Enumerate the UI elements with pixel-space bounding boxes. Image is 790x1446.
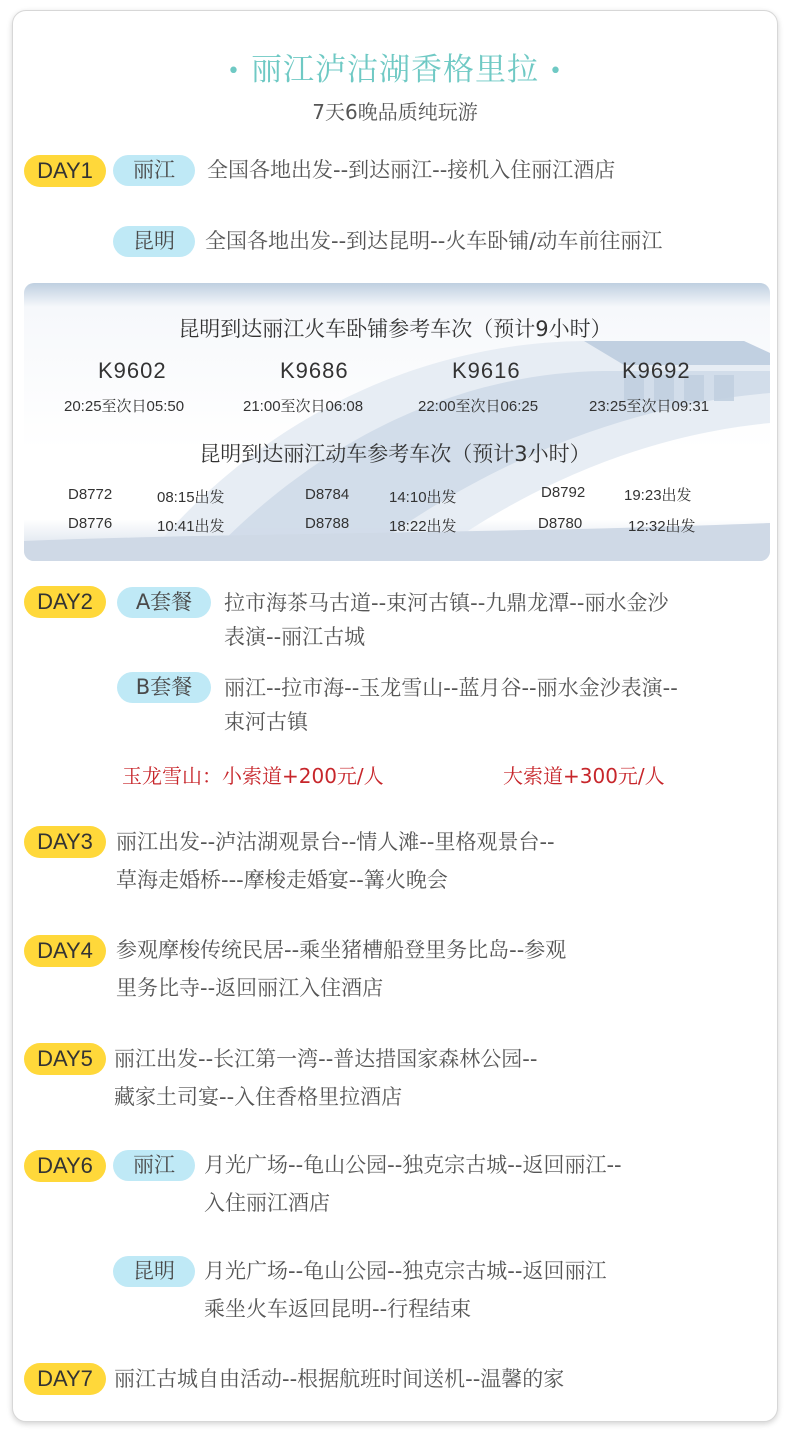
day5-line2: 藏家土司宴--入住香格里拉酒店 bbox=[114, 1085, 403, 1109]
sleeper-no-1: K9602 bbox=[98, 358, 167, 383]
day2-a-tag: A套餐 bbox=[117, 587, 211, 618]
day6-kunming-line2: 乘坐火车返回昆明--行程结束 bbox=[204, 1297, 472, 1321]
title-dot-left: • bbox=[227, 59, 241, 84]
sleeper-time-2: 21:00至次日06:08 bbox=[243, 398, 364, 415]
title-text: 丽江泸沽湖香格里拉 bbox=[251, 52, 539, 88]
day2-a-line1: 拉市海茶马古道--束河古镇--九鼎龙潭--丽水金沙 bbox=[224, 591, 669, 615]
day7-route: 丽江古城自由活动--根据航班时间送机--温馨的家 bbox=[114, 1367, 565, 1391]
sleeper-title: 昆明到达丽江火车卧铺参考车次（预计9小时） bbox=[178, 317, 612, 341]
day6-lijiang-line2: 入住丽江酒店 bbox=[204, 1191, 330, 1215]
emu-code-4: D8776 bbox=[68, 515, 113, 532]
emu-code-3: D8792 bbox=[541, 484, 586, 501]
day2-b-line2: 束河古镇 bbox=[224, 710, 308, 734]
emu-time-5: 18:22出发 bbox=[389, 518, 457, 535]
day5-line1: 丽江出发--长江第一湾--普达措国家森林公园-- bbox=[114, 1047, 538, 1071]
sleeper-no-3: K9616 bbox=[452, 358, 521, 383]
day3-line1: 丽江出发--泸沽湖观景台--情人滩--里格观景台-- bbox=[116, 830, 555, 854]
emu-time-4: 10:41出发 bbox=[157, 518, 225, 535]
day3-badge: DAY3 bbox=[24, 826, 106, 858]
day1-kunming-route: 全国各地出发--到达昆明--火车卧铺/动车前往丽江 bbox=[205, 229, 663, 253]
day2-b-line1: 丽江--拉市海--玉龙雪山--蓝月谷--丽水金沙表演-- bbox=[224, 676, 678, 700]
emu-time-1: 08:15出发 bbox=[157, 489, 225, 506]
sleeper-no-2: K9686 bbox=[280, 358, 349, 383]
sleeper-no-4: K9692 bbox=[622, 358, 691, 383]
day4-line1: 参观摩梭传统民居--乘坐猪槽船登里务比岛--参观 bbox=[116, 938, 567, 962]
emu-time-6: 12:32出发 bbox=[628, 518, 696, 535]
day6-badge: DAY6 bbox=[24, 1150, 106, 1182]
cableway-small-note: 玉龙雪山：小索道+200元/人 bbox=[122, 764, 384, 788]
day6-kunming-line1: 月光广场--龟山公园--独克宗古城--返回丽江 bbox=[204, 1259, 607, 1283]
emu-code-6: D8780 bbox=[538, 515, 583, 532]
day1-lijiang-route: 全国各地出发--到达丽江--接机入住丽江酒店 bbox=[207, 158, 616, 182]
day7-badge: DAY7 bbox=[24, 1363, 106, 1395]
emu-title: 昆明到达丽江动车参考车次（预计3小时） bbox=[199, 442, 591, 466]
day5-badge: DAY5 bbox=[24, 1043, 106, 1075]
day6-lijiang-line1: 月光广场--龟山公园--独克宗古城--返回丽江-- bbox=[204, 1153, 622, 1177]
page-title bbox=[0, 44, 790, 89]
day2-badge: DAY2 bbox=[24, 586, 106, 618]
day3-line2: 草海走婚桥---摩梭走婚宴--篝火晚会 bbox=[116, 868, 448, 892]
day1-lijiang-tag: 丽江 bbox=[113, 155, 195, 186]
page-subtitle: 7天6晚品质纯玩游 bbox=[312, 100, 478, 124]
emu-time-3: 19:23出发 bbox=[624, 487, 692, 504]
day6-lijiang-tag: 丽江 bbox=[113, 1150, 195, 1181]
cableway-big-note: 大索道+300元/人 bbox=[503, 764, 665, 788]
emu-code-5: D8788 bbox=[305, 515, 350, 532]
day4-line2: 里务比寺--返回丽江入住酒店 bbox=[116, 976, 384, 1000]
day6-kunming-tag: 昆明 bbox=[113, 1256, 195, 1287]
day4-badge: DAY4 bbox=[24, 935, 106, 967]
sleeper-time-1: 20:25至次日05:50 bbox=[64, 398, 185, 415]
sleeper-time-4: 23:25至次日09:31 bbox=[589, 398, 710, 415]
day2-b-tag: B套餐 bbox=[117, 672, 211, 703]
emu-code-2: D8784 bbox=[305, 486, 350, 503]
day1-kunming-tag: 昆明 bbox=[113, 226, 195, 257]
emu-code-1: D8772 bbox=[68, 486, 113, 503]
title-dot-right: • bbox=[549, 59, 563, 84]
day2-a-line2: 表演--丽江古城 bbox=[224, 625, 366, 649]
emu-time-2: 14:10出发 bbox=[389, 489, 457, 506]
sleeper-time-3: 22:00至次日06:25 bbox=[418, 398, 539, 415]
day1-badge: DAY1 bbox=[24, 155, 106, 187]
